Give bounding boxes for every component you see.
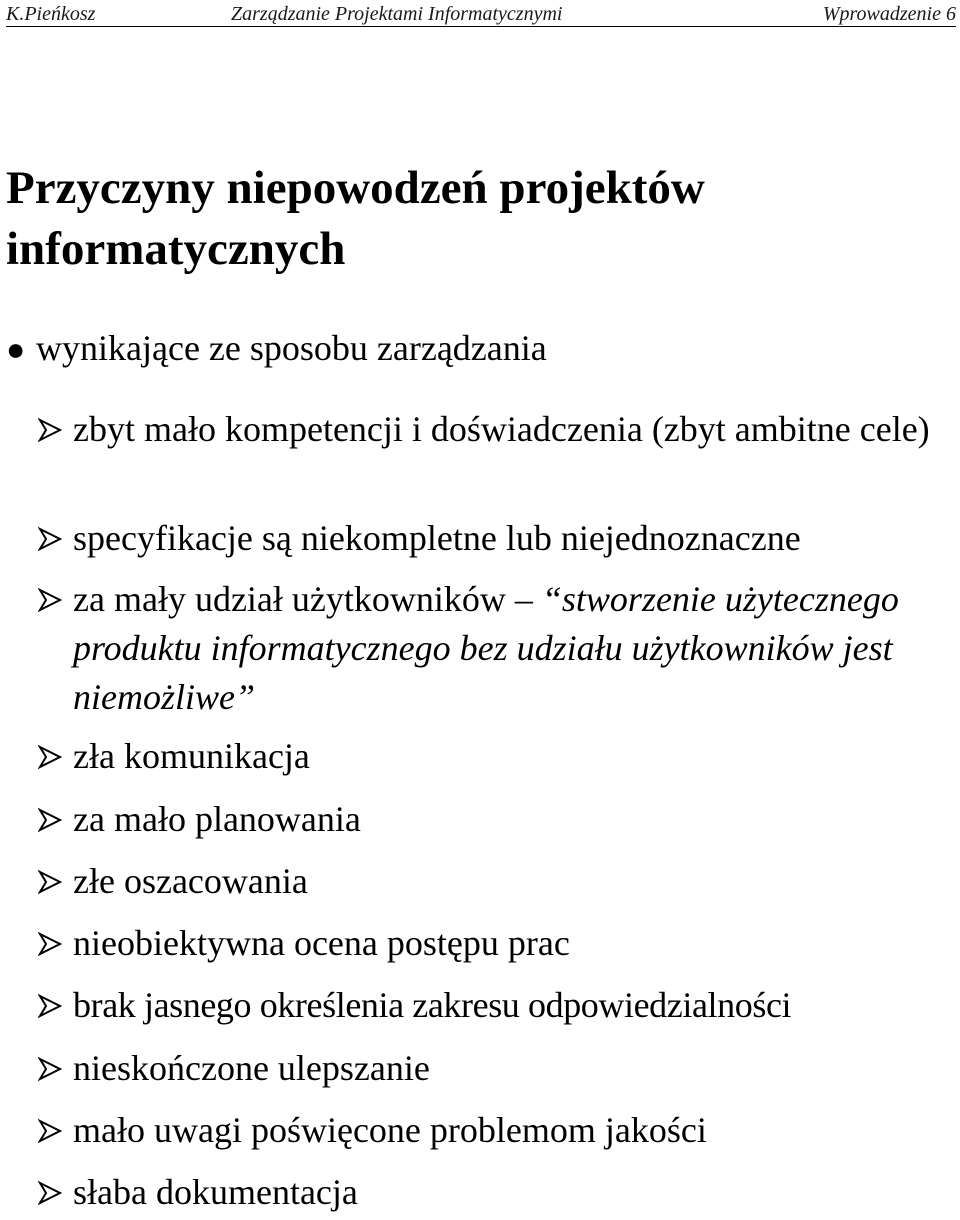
list-item bbox=[38, 732, 956, 781]
outlined-arrowhead-bullet-icon bbox=[38, 1119, 62, 1143]
list-item-text: specyfikacje są niekompletne lub niejednoznaczne bbox=[73, 518, 801, 558]
list-item-quote: “stworzenie użytecznego produktu informatycznego bez udziału użytkowników jest niemożliwe” bbox=[73, 579, 899, 717]
list-item-text: zła komunikacja bbox=[73, 736, 310, 776]
outlined-arrowhead-bullet-icon bbox=[38, 418, 62, 442]
list-item-text: mało uwagi poświęcone problemom jakości bbox=[73, 1110, 707, 1150]
list-item bbox=[38, 575, 956, 722]
outlined-arrowhead-bullet-icon bbox=[38, 745, 62, 769]
list-item bbox=[38, 857, 956, 906]
list-item-text: brak jasnego określenia zakresu odpowiedzialności bbox=[73, 985, 792, 1025]
header-section-page: Wprowadzenie 6 bbox=[822, 3, 956, 25]
list-item-text: nieobiektywna ocena postępu prac bbox=[73, 923, 570, 963]
page-header bbox=[6, 2, 956, 27]
filled-circle-bullet-icon: ● bbox=[6, 331, 26, 367]
list-item bbox=[38, 1106, 956, 1155]
list-item bbox=[38, 981, 956, 1030]
main-bullet-label: wynikające ze sposobu zarządzania bbox=[36, 328, 547, 368]
list-item-text: za mały udział użytkowników – bbox=[73, 579, 542, 619]
list-item-text: za mało planowania bbox=[73, 799, 361, 839]
list-item-text-with-quote bbox=[73, 575, 956, 722]
outlined-arrowhead-bullet-icon bbox=[38, 588, 62, 612]
outlined-arrowhead-bullet-icon bbox=[38, 932, 62, 956]
outlined-arrowhead-bullet-icon bbox=[38, 527, 62, 551]
list-item-text: słaba dokumentacja bbox=[73, 1172, 358, 1212]
outlined-arrowhead-bullet-icon bbox=[38, 808, 62, 832]
outlined-arrowhead-bullet-icon bbox=[38, 1181, 62, 1205]
outlined-arrowhead-bullet-icon bbox=[38, 870, 62, 894]
list-item bbox=[38, 919, 956, 968]
list-item-text: złe oszacowania bbox=[73, 861, 308, 901]
slide-title: Przyczyny niepowodzeń projektów informatycznych bbox=[6, 162, 705, 275]
list-item bbox=[38, 405, 956, 454]
list-item-text: nieskończone ulepszanie bbox=[73, 1048, 430, 1088]
list-item bbox=[38, 1044, 956, 1093]
list-item bbox=[38, 795, 956, 844]
main-bullet-item bbox=[6, 326, 547, 371]
header-course-title: Zarządzanie Projektami Informatycznymi bbox=[231, 3, 563, 25]
header-author: K.Pieńkosz bbox=[6, 3, 96, 25]
list-item bbox=[38, 1168, 956, 1217]
list-item bbox=[38, 514, 956, 563]
outlined-arrowhead-bullet-icon bbox=[38, 994, 62, 1018]
list-item-text: zbyt mało kompetencji i doświadczenia (zbyt ambitne cele) bbox=[73, 409, 930, 449]
outlined-arrowhead-bullet-icon bbox=[38, 1057, 62, 1081]
